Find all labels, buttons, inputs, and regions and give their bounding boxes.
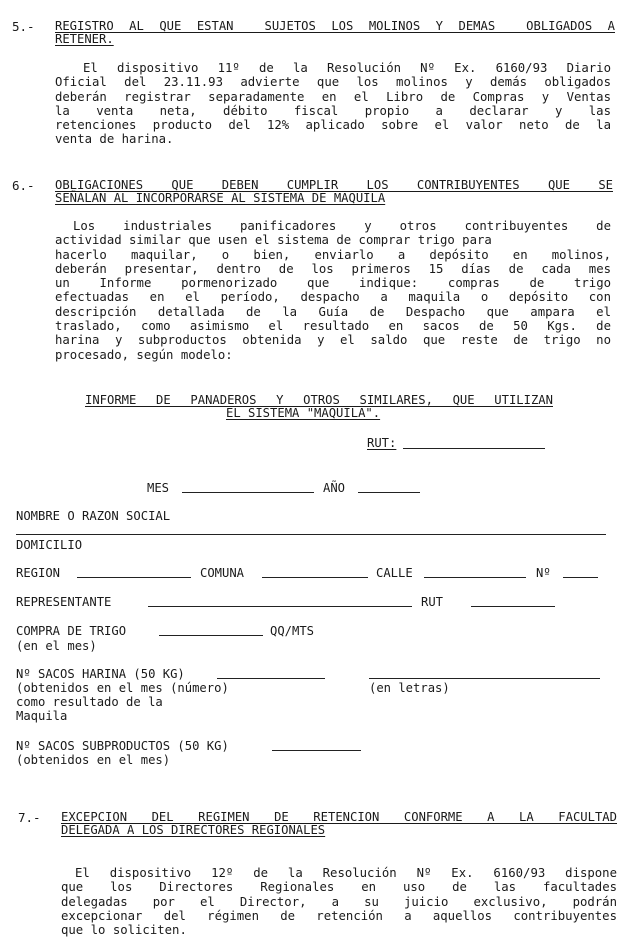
section-5-body-line: la venta neta, débito fiscal propio a declarar y las (55, 103, 611, 118)
form-rut-label: RUT (421, 595, 444, 609)
section-7-body-line: que lo soliciten. (61, 923, 187, 938)
section-6-body-line: deberán presentar, dentro de los primeros 15 días de cada mes (55, 261, 611, 276)
form-compra-line (159, 635, 263, 636)
form-mes-label: MES (147, 481, 170, 495)
form-title-line-2: EL SISTEMA "MAQUILA". (226, 406, 381, 420)
form-comuna-line (262, 577, 368, 578)
section-7-number: 7.- (18, 810, 41, 825)
section-5-number: 5.- (12, 19, 35, 34)
section-6-body (55, 219, 611, 362)
form-numero-label: Nº (536, 566, 551, 580)
form-sacos-sub-label: Nº SACOS SUBPRODUCTOS (50 KG) (16, 739, 229, 753)
form-sacos-sub-note: (obtenidos en el mes) (16, 753, 171, 767)
section-5-body-line: deberán registrar separadamente en el Libro de Compras y Ventas (55, 89, 611, 104)
form-sacos-sub-line (272, 750, 361, 751)
form-sacos-harina-note-2: como resultado de la (16, 695, 163, 709)
section-6-number: 6.- (12, 178, 35, 193)
section-7-body-line: que los Directores Regionales en uso de las facultades (61, 880, 617, 895)
form-en-letras-line (369, 678, 600, 679)
form-numero-line (563, 577, 598, 578)
form-rut-top-label: RUT: (367, 436, 397, 450)
form-compra-unit: QQ/MTS (270, 624, 315, 638)
section-7-body-line: delegadas por el Director, a su juicio exclusivo, podrán (61, 894, 617, 909)
section-6-body-line: Los industriales panificadores y otros contribuyentes de (73, 219, 611, 233)
section-5-body (55, 61, 611, 147)
section-6-title-line-2: SEÑALAN AL INCORPORARSE AL SISTEMA DE MAQUILA (55, 191, 386, 205)
section-7-title-line-1: EXCEPCION DEL REGIMEN DE RETENCION CONFORME A LA FACULTAD (61, 810, 617, 824)
section-7-title-line-2: DELEGADA A LOS DIRECTORES REGIONALES (61, 823, 326, 837)
section-7-body-line: El dispositivo 12º de la Resolución Nº Ex. 6160/93 dispone (75, 866, 617, 880)
section-6-body-line: procesado, según modelo: (55, 347, 233, 362)
section-6-body-line: traslado, como asimismo el resultado en sacos de 50 Kgs. de (55, 319, 611, 334)
section-6-body-line: descripción detallada de la Guía de Despacho que ampara el (55, 304, 611, 319)
section-6-body-line: efectuadas en el período, despacho a maquila o depósito con (55, 290, 611, 305)
form-en-letras-label: (en letras) (369, 681, 450, 695)
section-5-body-line: venta de harina. (55, 132, 174, 147)
form-domicilio-label: DOMICILIO (16, 538, 83, 552)
form-calle-line (424, 577, 526, 578)
section-6-body-line: un Informe pormenorizado que indique: compras de trigo (55, 276, 611, 291)
section-5-body-line: Oficial del 23.11.93 advierte que los molinos y demás obligados (55, 75, 611, 90)
form-comuna-label: COMUNA (200, 566, 245, 580)
form-sacos-harina-note-1: (obtenidos en el mes (número) (16, 681, 229, 695)
form-sacos-harina-line (217, 678, 325, 679)
section-7-body-line: excepcionar del régimen de retención a aquellos contribuyentes (61, 908, 617, 923)
section-5-title-line-2: RETENER. (55, 32, 114, 46)
form-title-line-1: INFORME DE PANADEROS Y OTROS SIMILARES, QUE UTILIZAN (85, 393, 553, 407)
form-anio-line (358, 492, 420, 493)
form-compra-note: (en el mes) (16, 639, 97, 653)
form-sacos-harina-note-3: Maquila (16, 709, 68, 723)
form-rut-top-line (403, 448, 545, 449)
form-representante-label: REPRESENTANTE (16, 595, 112, 609)
form-nombre-line (16, 534, 606, 535)
section-7-body (61, 866, 617, 937)
form-mes-line (182, 492, 314, 493)
section-6-title-line-1: OBLIGACIONES QUE DEBEN CUMPLIR LOS CONTRIBUYENTES QUE SE (55, 178, 613, 192)
form-nombre-label: NOMBRE O RAZON SOCIAL (16, 509, 171, 523)
section-5-title-line-1: REGISTRO AL QUE ESTAN SUJETOS LOS MOLINOS Y DEMAS OBLIGADOS A (55, 19, 615, 33)
section-6-body-line: hacerlo maquilar, o bien, enviarlo a depósito en molinos, (55, 247, 611, 262)
form-calle-label: CALLE (376, 566, 413, 580)
form-rut-line (471, 606, 555, 607)
form-anio-label: AÑO (323, 481, 346, 495)
form-region-line (77, 577, 191, 578)
form-compra-label: COMPRA DE TRIGO (16, 624, 127, 638)
form-representante-line (148, 606, 412, 607)
section-6-body-line: harina y subproductos obtenida y el saldo que reste de trigo no (55, 333, 611, 348)
section-6-body-line: actividad similar que usen el sistema de comprar trigo para (55, 233, 492, 248)
section-5-body-line: retenciones producto del 12% aplicado sobre el valor neto de la (55, 118, 611, 133)
form-region-label: REGION (16, 566, 61, 580)
form-sacos-harina-label: Nº SACOS HARINA (50 KG) (16, 667, 185, 681)
section-5-body-line: El dispositivo 11º de la Resolución Nº Ex. 6160/93 Diario (83, 61, 611, 75)
